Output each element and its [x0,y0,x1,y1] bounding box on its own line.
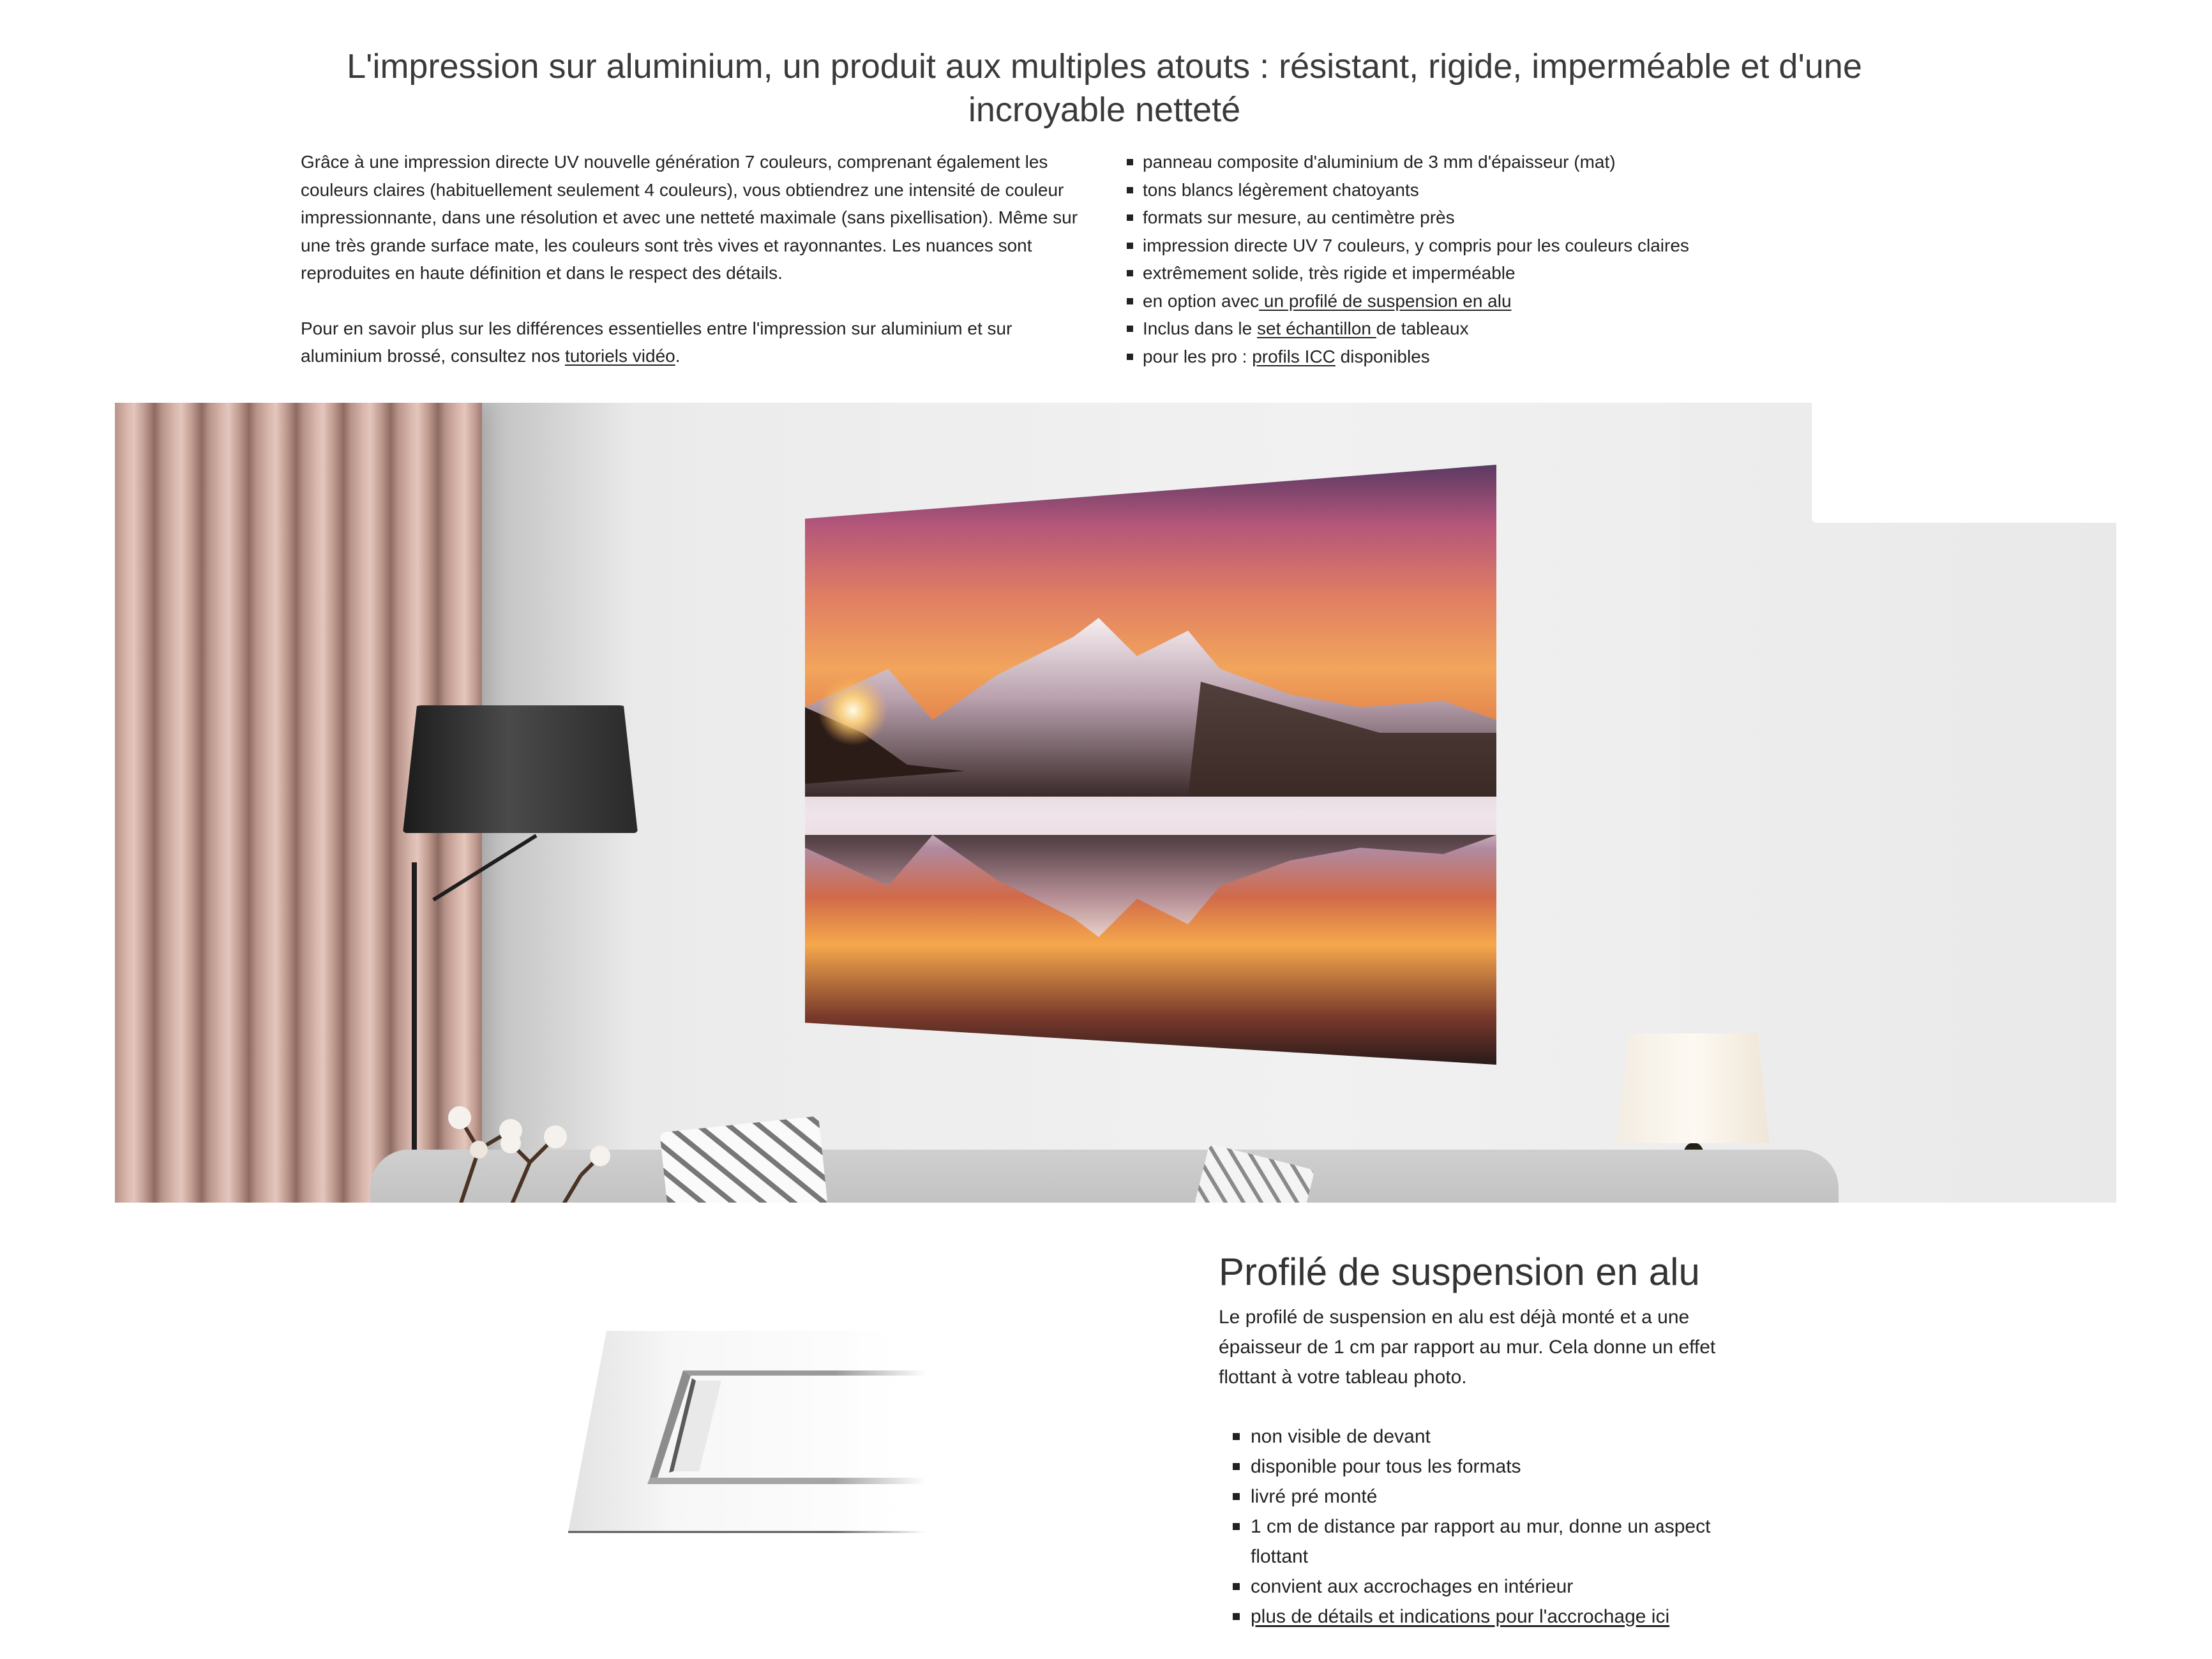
mounting-profile-link[interactable]: un profilé de suspension en alu [1259,290,1512,311]
video-tutorials-link[interactable]: tutoriels vidéo [564,346,675,366]
feature-text: Inclus dans le [1143,319,1257,338]
aluminium-print-artwork [805,465,1496,1065]
profile-feature-list [1219,1422,1768,1632]
mounting-profile-image [562,1331,926,1538]
profile-description: Le profilé de suspension en alu est déjà monté et a une épaisseur de 1 cm par rapport au mur. Cela donne un effet flottant à votre tableau photo. [1219,1307,1716,1388]
icc-profiles-link[interactable]: profils ICC [1252,346,1335,366]
feature-item: formats sur mesure, au centimètre près [1127,204,1701,232]
scene-image-notch [1812,403,2116,523]
feature-text: pour les pro : [1143,346,1253,366]
cotton-branch-decoration [434,1092,613,1203]
feature-list [1127,148,1701,370]
feature-item-mounting-profile [1127,287,1701,315]
hanging-details-link[interactable]: plus de détails et indications pour l'accrochage ici [1251,1606,1670,1627]
tutorials-text: Pour en savoir plus sur les différences essentielles entre l'impression sur aluminium et sur aluminium brossé, consultez nos [301,318,1012,366]
profile-section-title: Profilé de suspension en alu [1219,1250,1700,1293]
feature-text-end: disponibles [1335,346,1430,366]
profile-feature-item: non visible de devant [1219,1422,1768,1452]
intro-paragraph-print-quality: Grâce à une impression directe UV nouvelle génération 7 couleurs, comprenant également les couleurs claires (habituellement seulement 4 couleurs), vous obtiendrez une intensité de couleur impressionnante, dans une résolution et avec une netteté maximale (sans pixellisation). Même sur une très grande surface mate, les couleurs sont très vives et rayonnantes. Les nuances sont reproduites en haute définition et dans le respect des détails. [301,152,1078,283]
table-lamp-shade [1616,1033,1770,1143]
feature-item-sample-set [1127,315,1701,343]
patterned-pillow [659,1116,827,1203]
feature-item: panneau composite d'aluminium de 3 mm d'épaisseur (mat) [1127,148,1701,176]
feature-text: en option avec [1143,290,1260,311]
floor-lamp-shade [403,705,638,833]
profile-feature-item: convient aux accrochages en intérieur [1219,1572,1768,1602]
intro-paragraph-tutorials [301,315,1092,370]
profile-feature-item: disponible pour tous les formats [1219,1452,1768,1482]
tutorials-text-end: . [675,346,681,366]
feature-text-end: de tableaux [1376,319,1469,338]
profile-feature-item: 1 cm de distance par rapport au mur, donne un aspect flottant [1219,1512,1768,1572]
intro-text [301,148,1092,370]
page-title: L'impression sur aluminium, un produit aux multiples atouts : résistant, rigide, imperméable et d'une incroyable netteté [347,47,1862,129]
feature-item: extrêmement solide, très rigide et imperméable [1127,259,1701,287]
feature-item: tons blancs légèrement chatoyants [1127,176,1701,204]
profile-feature-item: livré pré monté [1219,1482,1768,1512]
feature-item-icc-profiles [1127,343,1701,371]
sample-set-link[interactable]: set échantillon [1257,319,1376,338]
feature-item: impression directe UV 7 couleurs, y compris pour les couleurs claires [1127,232,1701,260]
profile-feature-item-details [1219,1602,1768,1632]
mountain-landscape-illustration [805,465,1496,1065]
